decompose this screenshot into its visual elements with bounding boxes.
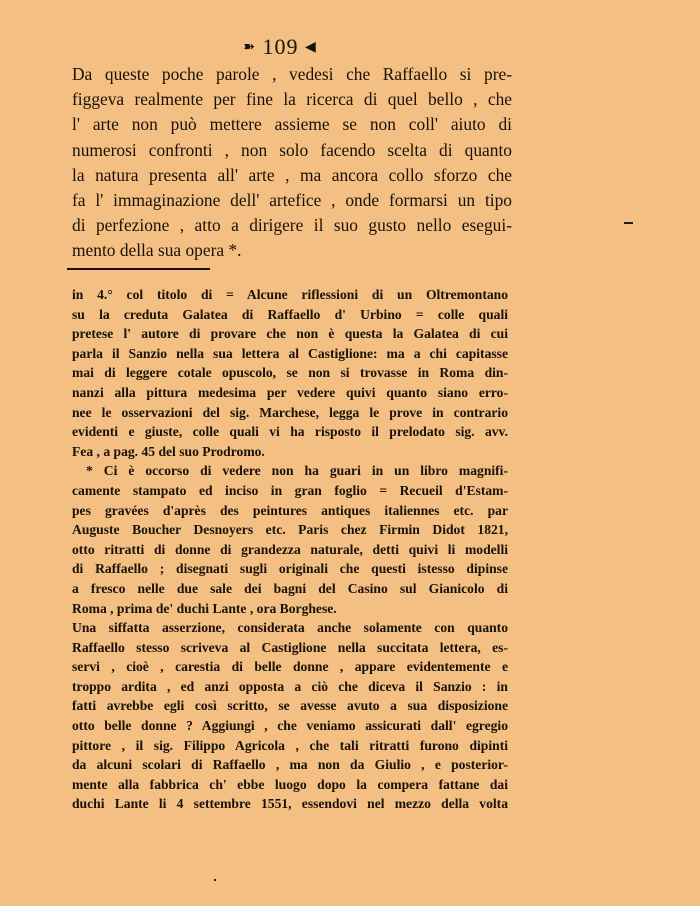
note-line: nanzi alla pittura medesima per vedere quivi quanto siano erro- xyxy=(72,384,508,400)
footnote-rule xyxy=(67,268,210,270)
note-line: troppo ardita , ed anzi opposta a ciò che diceva il Sanzio : in xyxy=(72,678,508,694)
note-line: Raffaello stesso scriveva al Castiglione nella succitata lettera, es- xyxy=(72,639,508,655)
note-line: otto belle donne ? Aggiungi , che veniamo assicurati dall' egregio xyxy=(72,718,508,734)
note-line: pes gravées d'après des peintures antiques italiennes etc. par xyxy=(72,502,508,518)
main-paragraph xyxy=(72,62,512,264)
note-line: nee le osservazioni del sig. Marchese, legga le prove in contrario xyxy=(72,404,508,420)
note-line: camente stampato ed inciso in gran foglio = Recueil d'Estam- xyxy=(72,482,508,498)
ornament-left-icon: ➽ xyxy=(243,40,256,55)
note-line: parla il Sanzio nella sua lettera al Castiglione: ma a chi capitasse xyxy=(72,345,508,361)
note-line: su la creduta Galatea di Raffaello d' Urbino = colle quali xyxy=(72,306,508,322)
note-line: a fresco nelle due sale dei bagni del Casino sul Gianicolo di xyxy=(72,580,508,596)
note-line: di Raffaello ; disegnati sugli originali che questi istesso dipinse xyxy=(72,561,508,577)
main-line: di perfezione , atto a dirigere il suo gusto nello esegui- xyxy=(72,215,512,236)
main-line: figgeva realmente per fine la ricerca di quel bello , che xyxy=(72,89,512,110)
main-line: la natura presenta all' arte , ma ancora collo sforzo che xyxy=(72,164,512,185)
footnotes xyxy=(72,285,508,814)
note-line: fatti avrebbe egli così scritto, se avesse avuto a sua disposizione xyxy=(72,698,508,714)
note-line: * Ci è occorso di vedere non ha guari in un libro magnifi- xyxy=(86,463,508,479)
main-line: numerosi confronti , non solo facendo scelta di quanto xyxy=(72,139,512,160)
main-line: mento della sua opera *. xyxy=(72,240,242,261)
stray-mark xyxy=(214,879,216,881)
note-line: Fea , a pag. 45 del suo Prodromo. xyxy=(72,443,265,459)
note-line: duchi Lante li 4 settembre 1551, essendovi nel mezzo della volta xyxy=(72,796,508,812)
main-line: fa l' immaginazione dell' artefice , onde formarsi un tipo xyxy=(72,190,512,211)
note-line: mai di leggere cotale opuscolo, se non si trovasse in Roma din- xyxy=(72,365,508,381)
main-line: Da queste poche parole , vedesi che Raffaello si pre- xyxy=(72,64,512,84)
ornament-right-icon: ◀ xyxy=(304,40,317,55)
note-line: otto ritratti di donne di grandezza naturale, detti quivi li modelli xyxy=(72,541,508,557)
note-line: Auguste Boucher Desnoyers etc. Paris chez Firmin Didot 1821, xyxy=(72,522,508,538)
page-number xyxy=(0,34,560,60)
note-line: pittore , il sig. Filippo Agricola , che tali ritratti furono dipinti xyxy=(72,737,508,753)
note-line: evidenti e giuste, colle quali vi ha risposto il prelodato sig. avv. xyxy=(72,424,508,440)
note-line: da alcuni scolari di Raffaello , ma non da Giulio , e posterior- xyxy=(72,757,508,773)
note-line: Una siffatta asserzione, considerata anche solamente con quanto xyxy=(72,620,508,636)
note-line: servi , cioè , carestia di belle donne , appare evidentemente e xyxy=(72,659,508,675)
note-line: Roma , prima de' duchi Lante , ora Borghese. xyxy=(72,600,337,616)
page-number-value: 109 xyxy=(262,34,299,59)
note-line: mente alla fabbrica ch' ebbe luogo dopo la compera fattane dai xyxy=(72,776,508,792)
note-line: pretese l' autore di provare che non è questa la Galatea di cui xyxy=(72,326,508,342)
note-line: in 4.° col titolo di = Alcune riflessioni di un Oltremontano xyxy=(72,287,508,302)
main-line: l' arte non può mettere assieme se non coll' aiuto di xyxy=(72,114,512,135)
margin-mark xyxy=(624,222,633,224)
